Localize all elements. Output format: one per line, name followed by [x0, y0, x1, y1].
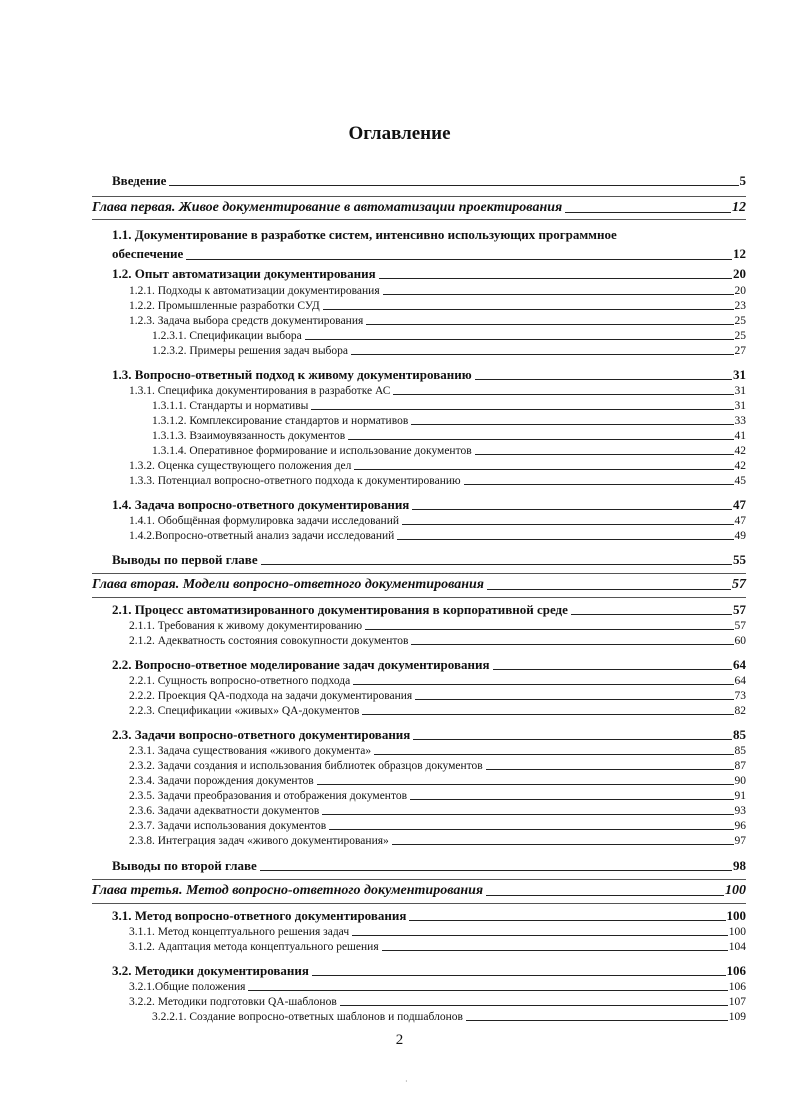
toc-entry-label: Глава вторая. Модели вопросно-ответного документирования: [92, 577, 484, 592]
dot-leader: [348, 439, 733, 440]
dot-leader: [312, 975, 726, 976]
toc-entry-1-3-1[interactable]: [129, 385, 746, 398]
toc-entry-3-2-2-1[interactable]: [152, 1011, 746, 1024]
toc-page-number: 109: [728, 1011, 746, 1023]
chapter-divider: [92, 903, 746, 904]
toc-page-number: 64: [733, 657, 746, 672]
dot-leader: [410, 799, 733, 800]
dot-leader: [311, 409, 733, 410]
toc-entry-label: 2.2.2. Проекция QA-подхода на задачи документирования: [129, 690, 413, 702]
toc-page-number: 5: [739, 173, 746, 188]
toc-page-number: 100: [728, 926, 746, 938]
toc-entry-2-2-1[interactable]: [129, 675, 746, 688]
dot-leader: [322, 814, 733, 815]
toc-page-number: 97: [734, 835, 746, 847]
toc-entry-2-3-2[interactable]: [129, 760, 746, 773]
toc-entry-label: 1.4.2.Вопросно-ответный анализ задачи исследований: [129, 530, 395, 542]
toc-entry-label: 2.3.7. Задачи использования документов: [129, 820, 327, 832]
toc-entry-2-3-8[interactable]: [129, 835, 746, 848]
toc-entry-label: 1.2.1. Подходы к автоматизации документирования: [129, 285, 380, 297]
toc-entry-label: 1.3. Вопросно-ответный подход к живому документированию: [112, 367, 472, 382]
toc-entry-section-1-3[interactable]: [112, 368, 746, 383]
toc-page-number: 42: [734, 460, 746, 472]
toc-entry-label: 1.4. Задача вопросно-ответного документирования: [112, 497, 410, 512]
toc-entry-2-3-7[interactable]: [129, 820, 746, 833]
toc-entry-2-1-2[interactable]: [129, 635, 746, 648]
dot-leader: [493, 669, 732, 670]
toc-entry-label-cont: обеспечение: [112, 246, 184, 261]
toc-entry-label: 3.2.2.1. Создание вопросно-ответных шаблонов и подшаблонов: [152, 1011, 463, 1023]
dot-leader: [260, 870, 732, 871]
toc-entry-3-1-2[interactable]: [129, 941, 746, 954]
toc-page-number: 31: [734, 385, 746, 397]
toc-page-number: 45: [734, 475, 746, 487]
dot-leader: [186, 259, 732, 260]
toc-entry-label: Выводы по первой главе: [112, 552, 258, 567]
toc-entry-label: 2.3.1. Задача существования «живого документа»: [129, 745, 372, 757]
toc-entry-label: 1.3.1.3. Взаимоувязанность документов: [152, 430, 346, 442]
dot-leader: [351, 354, 733, 355]
toc-entry-label: 1.2.2. Промышленные разработки СУД: [129, 300, 320, 312]
dot-leader: [366, 324, 733, 325]
scan-speck: ·: [405, 1077, 408, 1086]
toc-entry-label: 2.3.4. Задачи порождения документов: [129, 775, 314, 787]
toc-page-number: 107: [728, 996, 746, 1008]
dot-leader: [379, 278, 732, 279]
toc-entry-label: Глава первая. Живое документирование в автоматизации проектирования: [92, 200, 563, 215]
toc-entry-summary-1[interactable]: [112, 553, 746, 568]
toc-entry-label: Глава третья. Метод вопросно-ответного документирования: [92, 883, 484, 898]
toc-entry-1-3-1-2[interactable]: [152, 415, 746, 428]
chapter-divider: [92, 219, 746, 220]
toc-page-number: 33: [734, 415, 746, 427]
toc-entry-label: Введение: [112, 173, 167, 188]
toc-page-number: 93: [734, 805, 746, 817]
toc-page-number: 106: [728, 981, 746, 993]
toc-entry-label: 3.2.1.Общие положения: [129, 981, 246, 993]
dot-leader: [362, 714, 733, 715]
toc-page-number: 96: [734, 820, 746, 832]
toc-entry-label: 2.1. Процесс автоматизированного документирования в корпоративной среде: [112, 602, 568, 617]
chapter-divider: [92, 597, 746, 598]
toc-entry-section-3-2[interactable]: [112, 964, 746, 979]
toc-entry-label: 1.2. Опыт автоматизации документирования: [112, 266, 376, 281]
toc-entry-label: 3.1. Метод вопросно-ответного документирования: [112, 908, 407, 923]
toc-page-number: 100: [726, 908, 746, 923]
toc-page-number: 87: [734, 760, 746, 772]
toc-entry-label: 1.3.1.1. Стандарты и нормативы: [152, 400, 309, 412]
toc-page-number: 64: [734, 675, 746, 687]
dot-leader: [383, 294, 734, 295]
toc-entry-label: 1.4.1. Обобщённая формулировка задачи исследований: [129, 515, 400, 527]
toc-page-number: 27: [734, 345, 746, 357]
toc-page-number: 85: [734, 745, 746, 757]
toc-entry-2-3-6[interactable]: [129, 805, 746, 818]
dot-leader: [413, 739, 732, 740]
toc-entry-label: 3.1.1. Метод концептуального решения задач: [129, 926, 350, 938]
toc-entry-label: 1.2.3. Задача выбора средств документирования: [129, 315, 364, 327]
toc-entry-label: 2.2. Вопросно-ответное моделирование задач документирования: [112, 657, 490, 672]
toc-page-number: 25: [734, 330, 746, 342]
toc-entry-chapter-2[interactable]: [92, 577, 746, 593]
toc-page-number: 106: [726, 963, 746, 978]
dot-leader: [352, 935, 728, 936]
toc-page-number: 57: [734, 620, 746, 632]
dot-leader: [354, 469, 733, 470]
toc-entry-1-2-3-1[interactable]: [152, 330, 746, 343]
dot-leader: [305, 339, 734, 340]
dot-leader: [261, 564, 732, 565]
toc-entry-label: 2.3.2. Задачи создания и использования библиотек образцов документов: [129, 760, 483, 772]
toc-entry-label: 2.1.1. Требования к живому документированию: [129, 620, 363, 632]
dot-leader: [475, 454, 734, 455]
dot-leader: [415, 699, 733, 700]
toc-entry-label: 2.3. Задачи вопросно-ответного документирования: [112, 727, 411, 742]
dot-leader: [317, 784, 734, 785]
toc-entry-section-1-1[interactable]: [112, 225, 746, 263]
dot-leader: [475, 379, 732, 380]
dot-leader: [486, 895, 724, 896]
toc-entry-1-2-2[interactable]: [129, 300, 746, 313]
toc-entry-1-2-1[interactable]: [129, 285, 746, 298]
dot-leader: [169, 185, 738, 186]
toc-page-number: 12: [733, 246, 746, 261]
dot-leader: [411, 644, 733, 645]
toc-entry-1-3-1-1[interactable]: [152, 400, 746, 413]
toc-entry-1-3-1-3[interactable]: [152, 430, 746, 443]
dot-leader: [365, 629, 733, 630]
dot-leader: [565, 212, 731, 213]
toc-page-number: 57: [733, 602, 746, 617]
toc-page-number: 55: [733, 552, 746, 567]
chapter-divider: [92, 196, 746, 197]
toc-entry-section-2-3[interactable]: [112, 728, 746, 743]
toc-entry-3-2-2[interactable]: [129, 996, 746, 1009]
toc-entry-label: 2.3.5. Задачи преобразования и отображения документов: [129, 790, 408, 802]
toc-entry-intro[interactable]: [112, 174, 746, 189]
toc-entry-1-2-3[interactable]: [129, 315, 746, 328]
toc-entry-label: 1.3.1.4. Оперативное формирование и использование документов: [152, 445, 472, 457]
toc-entry-2-3-1[interactable]: [129, 745, 746, 758]
toc-entry-section-3-1[interactable]: [112, 909, 746, 924]
toc-entry-2-3-5[interactable]: [129, 790, 746, 803]
dot-leader: [571, 614, 732, 615]
toc-entry-label: 1.2.3.1. Спецификации выбора: [152, 330, 302, 342]
toc-entry-label: 2.2.3. Спецификации «живых» QA-документов: [129, 705, 360, 717]
dot-leader: [329, 829, 733, 830]
dot-leader: [466, 1020, 728, 1021]
dot-leader: [397, 539, 733, 540]
toc-entry-label: 2.1.2. Адекватность состояния совокупности документов: [129, 635, 409, 647]
dot-leader: [248, 990, 727, 991]
chapter-divider: [92, 573, 746, 574]
toc-entry-section-1-4[interactable]: [112, 498, 746, 513]
toc-page-number: 31: [733, 367, 746, 382]
toc-entry-label: Выводы по второй главе: [112, 858, 257, 873]
toc-entry-3-1-1[interactable]: [129, 926, 746, 939]
dot-leader: [464, 484, 734, 485]
toc-page-number: 42: [734, 445, 746, 457]
toc-page-number: 31: [734, 400, 746, 412]
toc-entry-label: 3.2. Методики документирования: [112, 963, 309, 978]
toc-page-number: 73: [734, 690, 746, 702]
dot-leader: [487, 589, 731, 590]
page-number: 2: [395, 1032, 404, 1048]
dot-leader: [323, 309, 734, 310]
toc-entry-1-2-3-2[interactable]: [152, 345, 746, 358]
toc-page-number: 25: [734, 315, 746, 327]
toc-entry-label: 1.1. Документирование в разработке систем, интенсивно использующих программное: [112, 227, 617, 242]
toc-entry-1-4-1[interactable]: [129, 515, 746, 528]
toc-page-number: 20: [734, 285, 746, 297]
toc-entry-2-2-2[interactable]: [129, 690, 746, 703]
toc-page-number: 41: [734, 430, 746, 442]
chapter-divider: [92, 879, 746, 880]
toc-page-number: 60: [734, 635, 746, 647]
toc-entry-3-2-1[interactable]: [129, 981, 746, 994]
toc-page-number: 23: [734, 300, 746, 312]
dot-leader: [412, 509, 732, 510]
page-title: Оглавление: [348, 123, 451, 144]
toc-entry-label: 3.2.2. Методики подготовки QA-шаблонов: [129, 996, 337, 1008]
toc-page-number: 98: [733, 858, 746, 873]
toc-page-number: 91: [734, 790, 746, 802]
toc-entry-label: 3.1.2. Адаптация метода концептуального решения: [129, 941, 379, 953]
toc-page-number: 12: [732, 200, 746, 215]
toc-entry-label: 2.3.6. Задачи адекватности документов: [129, 805, 320, 817]
toc-entry-label: 1.3.1. Специфика документирования в разработке АС: [129, 385, 391, 397]
toc-page-number: 100: [725, 883, 746, 898]
toc-entry-2-1-1[interactable]: [129, 620, 746, 633]
toc-page-number: 104: [728, 941, 746, 953]
toc-entry-label: 1.2.3.2. Примеры решения задач выбора: [152, 345, 349, 357]
toc-entry-section-2-2[interactable]: [112, 658, 746, 673]
dot-leader: [382, 950, 728, 951]
toc-entry-1-4-2[interactable]: [129, 530, 746, 543]
toc-entry-chapter-1[interactable]: [92, 200, 746, 216]
toc-entry-section-1-2[interactable]: [112, 267, 746, 282]
toc-page-number: 85: [733, 727, 746, 742]
toc-entry-label: 1.3.1.2. Комплексирование стандартов и нормативов: [152, 415, 409, 427]
toc-page-number: 82: [734, 705, 746, 717]
toc-entry-label: 2.3.8. Интеграция задач «живого документирования»: [129, 835, 389, 847]
toc-page-number: 57: [732, 577, 746, 592]
dot-leader: [374, 754, 733, 755]
dot-leader: [340, 1005, 728, 1006]
toc-entry-1-3-2[interactable]: [129, 460, 746, 473]
toc-entry-label: 2.2.1. Сущность вопросно-ответного подхода: [129, 675, 351, 687]
toc-entry-1-3-3[interactable]: [129, 475, 746, 488]
dot-leader: [409, 920, 725, 921]
toc-entry-label: 1.3.2. Оценка существующего положения дел: [129, 460, 352, 472]
toc-entry-summary-2[interactable]: [112, 859, 746, 874]
toc-entry-1-3-1-4[interactable]: [152, 445, 746, 458]
toc-entry-chapter-3[interactable]: [92, 883, 746, 899]
toc-entry-2-2-3[interactable]: [129, 705, 746, 718]
toc-page-number: 49: [734, 530, 746, 542]
dot-leader: [411, 424, 733, 425]
toc-page-number: 20: [733, 266, 746, 281]
toc-page-number: 47: [734, 515, 746, 527]
toc-page-number: 47: [733, 497, 746, 512]
toc-entry-section-2-1[interactable]: [112, 603, 746, 618]
toc-entry-2-3-4[interactable]: [129, 775, 746, 788]
dot-leader: [486, 769, 734, 770]
toc-page-number: 90: [734, 775, 746, 787]
dot-leader: [392, 844, 734, 845]
toc-entry-label: 1.3.3. Потенциал вопросно-ответного подхода к документированию: [129, 475, 461, 487]
dot-leader: [353, 684, 733, 685]
dot-leader: [393, 394, 733, 395]
dot-leader: [402, 524, 733, 525]
